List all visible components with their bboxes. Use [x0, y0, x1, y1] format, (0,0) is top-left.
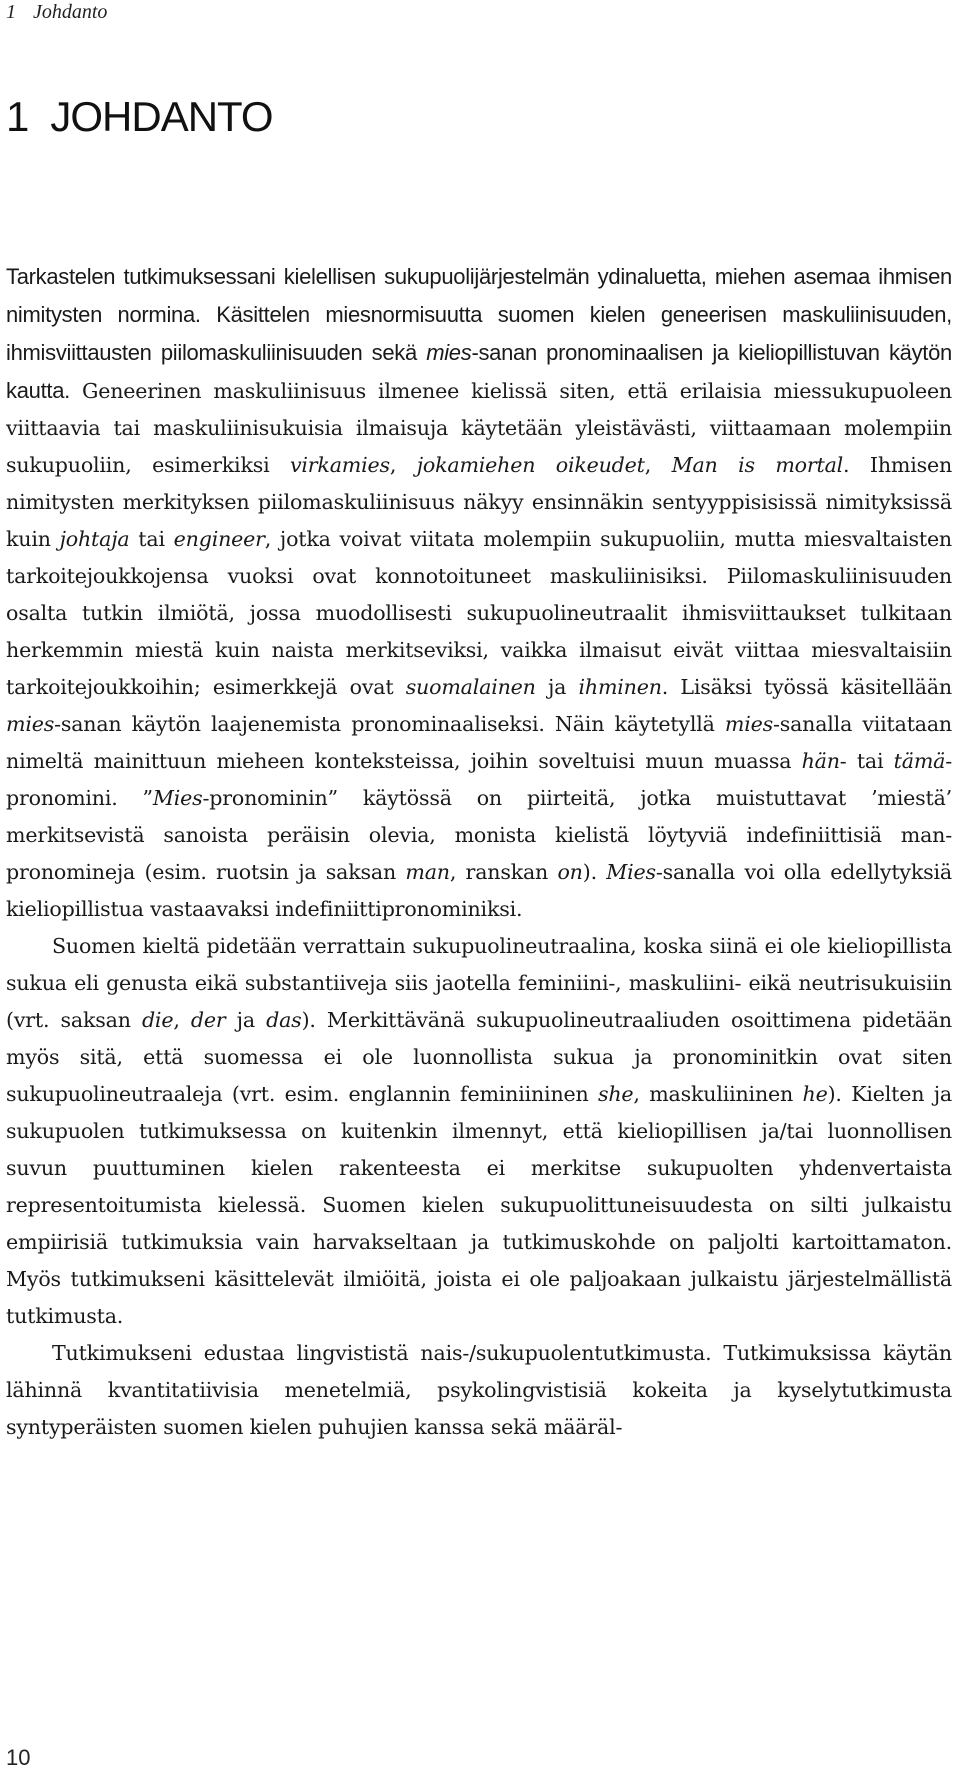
text-run: , jotka voivat viitata molempiin sukupuoliin, mutta miesvaltaisten tarkoitejoukkojensa vuoksi ovat konnotoituneet maskuliinisiksi. Piilomaskuliinisuuden osalta tutkin ilmiötä, jossa muodollisesti sukupuolineutraalit ihmisviittaukset tulkitaan herkemmin miestä kuin naista merkitseviksi, vaikka ilmaisut eivät viittaa miesvaltaisiin tarkoitejoukkoihin; esimerkkejä ovat	[6, 527, 952, 699]
italic-term: she	[598, 1082, 634, 1106]
text-run: -sanan pronominaalisen ja kieliopillistuvan käytön kautta.	[6, 340, 952, 403]
italic-term: das	[266, 1008, 302, 1032]
text-run: ,	[644, 453, 672, 477]
text-run: ja	[535, 675, 579, 699]
italic-term: engineer	[173, 527, 265, 551]
italic-term: Man is mortal	[671, 453, 844, 477]
text-run: , maskuliininen	[633, 1082, 803, 1106]
italic-term: tämä	[893, 749, 946, 773]
italic-term: suomalainen	[405, 675, 536, 699]
text-run: . Lisäksi työssä käsitellään	[661, 675, 952, 699]
body-text	[6, 258, 952, 1446]
paragraph	[6, 928, 952, 1335]
italic-term: hän	[801, 749, 840, 773]
text-run: ). Kielten ja sukupuolen tutkimuksessa on kuitenkin ilmennyt, että kieliopillisen ja/tai luonnollisen suvun puuttuminen kielen rakenteesta ei merkitse sukupuolten yhdenvertaista representoitumista kielessä. Suomen kielen sukupuolittuneisuudesta on silti julkaistu empiirisiä tutkimuksia vain harvakseltaan ja tutkimuskohde on paljolti kartoittamaton. Myös tutkimukseni käsittelevät ilmiöitä, joista ei ole paljoakaan julkaistu järjestelmällistä tutkimusta.	[6, 1082, 952, 1328]
italic-term: die	[141, 1008, 174, 1032]
text-run: . Ihmisen nimitysten merkityksen piilomaskuliinisuus näkyy ensinnäkin sentyyppisisissä nimityksissä kuin	[6, 453, 953, 551]
text-run: Suomen kieltä pidetään verrattain sukupuolineutraalina, koska siinä ei ole kieliopillista sukua eli genusta eikä substantiiveja siis jaotella feminiini-, maskuliini- eikä neutrisukuisiin (vrt. saksan	[6, 934, 952, 1032]
italic-term: Mies	[152, 786, 203, 810]
italic-term: der	[190, 1008, 226, 1032]
chapter-number: 1	[6, 93, 29, 140]
text-run: tai	[129, 527, 174, 551]
text-run: Tarkastelen tutkimuksessani kielellisen sukupuolijärjestelmän ydinaluetta, miehen asemaa ihmisen nimitysten normina. Käsittelen miesnormisuutta suomen kielen geneerisen maskuliinisuuden, ihmisviittausten piilomaskuliinisuuden sekä	[6, 264, 952, 365]
italic-term: man	[405, 860, 450, 884]
italic-term: on	[557, 860, 583, 884]
chapter-title	[6, 92, 273, 142]
text-run: ,	[173, 1008, 191, 1032]
text-run: -pronomini. ”	[6, 749, 952, 810]
italic-term: mies	[6, 712, 55, 736]
text-run: Geneerinen maskuliinisuus ilmenee kielissä siten, että erilaisia miessukupuoleen viittaavia tai maskuliinisukuisia ilmaisuja käytetään yleistävästi, viittaamaan molempiin sukupuoliin, esimerkiksi	[6, 379, 952, 477]
text-run: ). Merkittävänä sukupuolineutraaliuden osoittimena pidetään myös sitä, että suomessa ei ole luonnollista sukua ja pronominitkin ovat siten sukupuolineutraaleja (vrt. esim. englannin feminiininen	[6, 1008, 952, 1106]
italic-term: jokamiehen oikeudet	[416, 453, 645, 477]
chapter-title-text: JOHDANTO	[50, 93, 273, 140]
page-number: 10	[6, 1745, 31, 1770]
italic-term: ihminen	[578, 675, 662, 699]
italic-term: mies	[426, 340, 472, 365]
text-run: - tai	[839, 749, 894, 773]
text-run: -pronominin” käytössä on piirteitä, jotka muistuttavat ’miestä’ merkitsevistä sanoista peräisin olevia, monista kielistä löytyviä indefiniittisiä man-pronomineja (esim. ruotsin ja saksan	[6, 786, 952, 884]
text-run: ,	[389, 453, 417, 477]
paragraph	[6, 258, 952, 928]
running-head-number: 1	[6, 1, 16, 23]
text-run: -sanalla voi olla edellytyksiä kieliopillistua vastaavaksi indefiniittipronominiksi.	[6, 860, 952, 921]
text-run: Tutkimukseni edustaa lingvististä nais-/sukupuolentutkimusta. Tutkimuksissa käytän lähinnä kvantitatiivisia menetelmiä, psykolingvistisiä kokeita ja kyselytutkimusta syntyperäisten suomen kielen puhujien kanssa sekä määräl-	[6, 1341, 952, 1439]
italic-term: Mies	[606, 860, 656, 884]
text-run: -sanan käytön laajenemista pronominaaliseksi. Näin käytetyllä	[54, 712, 725, 736]
italic-term: he	[802, 1082, 828, 1106]
paragraph	[6, 1335, 952, 1446]
italic-term: virkamies	[289, 453, 390, 477]
text-run: , ranskan	[449, 860, 558, 884]
running-head-title: Johdanto	[33, 1, 108, 23]
italic-term: mies	[724, 712, 773, 736]
text-run: ja	[225, 1008, 267, 1032]
text-run: -sanalla viitataan nimeltä mainittuun mieheen konteksteissa, joihin soveltuisi muun muassa	[6, 712, 952, 773]
italic-term: johtaja	[59, 527, 130, 551]
running-head	[6, 0, 107, 24]
text-run: ).	[582, 860, 607, 884]
